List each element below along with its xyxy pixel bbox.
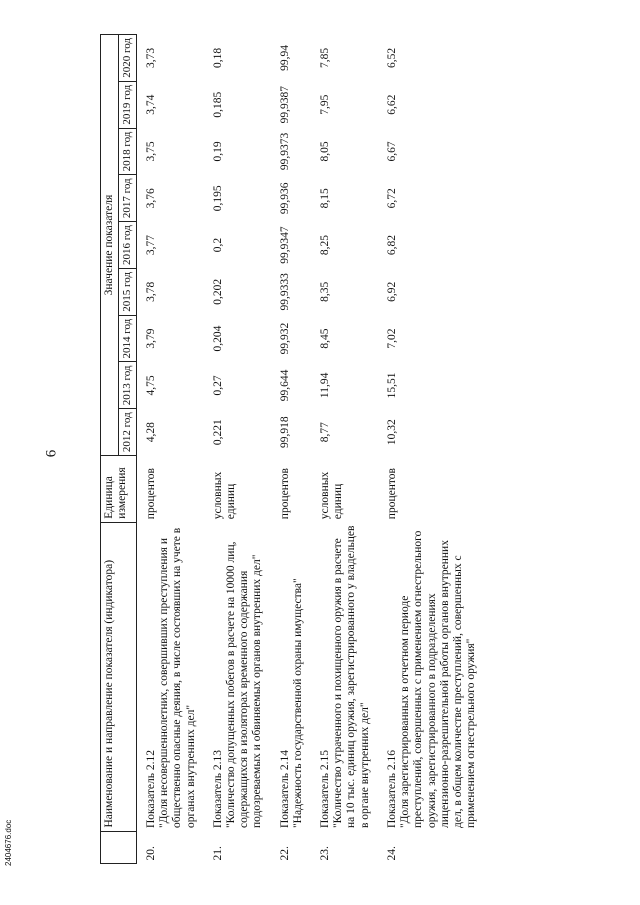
row-value: 11,94 (319, 372, 332, 399)
header-year: 2019 год (119, 81, 137, 128)
rotated-table-block (100, 34, 620, 864)
table-row (204, 35, 271, 864)
indicator-name: "Количество утраченного и похищенного оружия в расчете на 10 тыс. единиц оружия, зарегистрированного у владельцев в органе внутренних дел" (332, 525, 371, 829)
row-number: 24. (385, 846, 398, 861)
row-number: 23. (319, 846, 332, 861)
header-num (101, 831, 137, 863)
row-value: 3,79 (144, 328, 157, 349)
row-value: 6,72 (385, 188, 398, 209)
row-value: 3,74 (144, 94, 157, 115)
row-value: 8,15 (319, 188, 332, 209)
indicator-name: "Доля зарегистрированных в отчетном периоде преступлений, совершенных с применением огнестрельного оружия, зарегистрированного в подразделениях лицензионно-разрешительной работы органов внутренних дел, в общем количестве преступлений, совершенных с применением огнестрельного оружия" (399, 530, 478, 829)
row-value: 8,45 (319, 328, 332, 349)
indicator-name: "Надежность государственной охраны имущества" (291, 578, 304, 829)
row-value: 0,202 (211, 278, 224, 305)
row-value: 0,185 (211, 91, 224, 118)
row-value: 15,51 (385, 372, 398, 399)
header-year: 2016 год (119, 222, 137, 269)
row-value: 99,94 (278, 44, 291, 71)
row-value: 0,2 (211, 237, 224, 253)
row-number: 20. (144, 846, 157, 861)
header-year: 2014 год (119, 315, 137, 362)
indicator-id: Показатель 2.14 (278, 749, 291, 829)
row-value: 4,28 (144, 422, 157, 443)
row-value: 99,918 (278, 416, 291, 448)
header-year: 2013 год (119, 362, 137, 409)
row-value: 99,644 (278, 369, 291, 402)
row-value: 3,78 (144, 281, 157, 302)
indicator-name: "Количество допущенных побегов в расчете на 10000 лиц, содержащихся в изоляторах временного содержания подозреваемых и обвиняемых органов внутренних дел" (224, 541, 264, 829)
header-year: 2020 год (119, 35, 137, 82)
row-value: 7,95 (319, 94, 332, 115)
row-value: 3,76 (144, 188, 157, 209)
table-row (378, 35, 485, 864)
row-value: 99,932 (278, 322, 291, 355)
row-value: 0,221 (211, 419, 224, 446)
row-value: 0,19 (211, 141, 224, 162)
row-value: 6,52 (385, 47, 398, 68)
row-value: 99,936 (278, 182, 291, 215)
row-unit: условных единиц (319, 471, 345, 520)
table-header-row (101, 35, 119, 864)
row-name-cell (136, 522, 203, 831)
table-row (311, 35, 378, 864)
row-value: 99,9333 (278, 273, 291, 311)
header-year: 2018 год (119, 128, 137, 175)
row-value: 3,77 (144, 234, 157, 256)
row-value: 8,35 (319, 281, 332, 302)
row-unit: процентов (278, 468, 291, 520)
row-value: 0,204 (211, 325, 224, 352)
row-value: 6,67 (385, 141, 398, 162)
row-name-cell (204, 522, 271, 831)
row-value: 99,9387 (278, 86, 291, 124)
row-name-cell (271, 522, 311, 831)
row-value: 8,77 (319, 422, 332, 443)
row-unit: процентов (385, 468, 398, 520)
indicator-id: Показатель 2.16 (385, 749, 398, 829)
page-number: 6 (43, 449, 60, 458)
row-value: 0,27 (211, 375, 224, 396)
row-name-cell (311, 522, 378, 831)
table-row (271, 35, 311, 864)
table-row (136, 35, 203, 864)
header-name: Наименование и направление показателя (индикатора) (101, 522, 137, 831)
footer-filename: 2404676.doc (4, 819, 13, 866)
indicator-id: Показатель 2.15 (319, 749, 332, 829)
row-value: 8,05 (319, 141, 332, 162)
row-unit: условных единиц (211, 471, 237, 520)
row-value: 7,85 (319, 47, 332, 68)
row-value: 10,32 (385, 419, 398, 446)
row-value: 7,02 (385, 328, 398, 349)
indicator-id: Показатель 2.13 (211, 749, 224, 829)
indicator-name: "Доля несовершеннолетних, совершивших преступления и общественно опасные деяния, в числе состоявших на учете в органах внутренних дел" (158, 527, 197, 829)
indicator-table (100, 34, 484, 864)
row-value: 99,9373 (278, 132, 291, 171)
row-value: 8,25 (319, 234, 332, 256)
header-year: 2015 год (119, 268, 137, 315)
row-value: 0,195 (211, 185, 224, 212)
row-value: 6,92 (385, 281, 398, 302)
row-value: 3,75 (144, 141, 157, 162)
row-value: 99,9347 (278, 226, 291, 264)
row-number: 21. (211, 846, 224, 861)
row-value: 6,82 (385, 234, 398, 256)
row-value: 4,75 (144, 375, 157, 396)
header-year: 2012 год (119, 409, 137, 456)
row-name-cell (378, 522, 485, 831)
row-value: 0,18 (211, 47, 224, 68)
header-unit: Единица измерения (101, 456, 137, 523)
row-unit: процентов (144, 468, 157, 520)
row-value: 3,73 (144, 47, 157, 68)
header-value-group: Значение показателя (101, 35, 119, 456)
row-number: 22. (278, 846, 291, 861)
header-year: 2017 год (119, 175, 137, 222)
indicator-id: Показатель 2.12 (144, 749, 157, 829)
row-value: 6,62 (385, 94, 398, 115)
